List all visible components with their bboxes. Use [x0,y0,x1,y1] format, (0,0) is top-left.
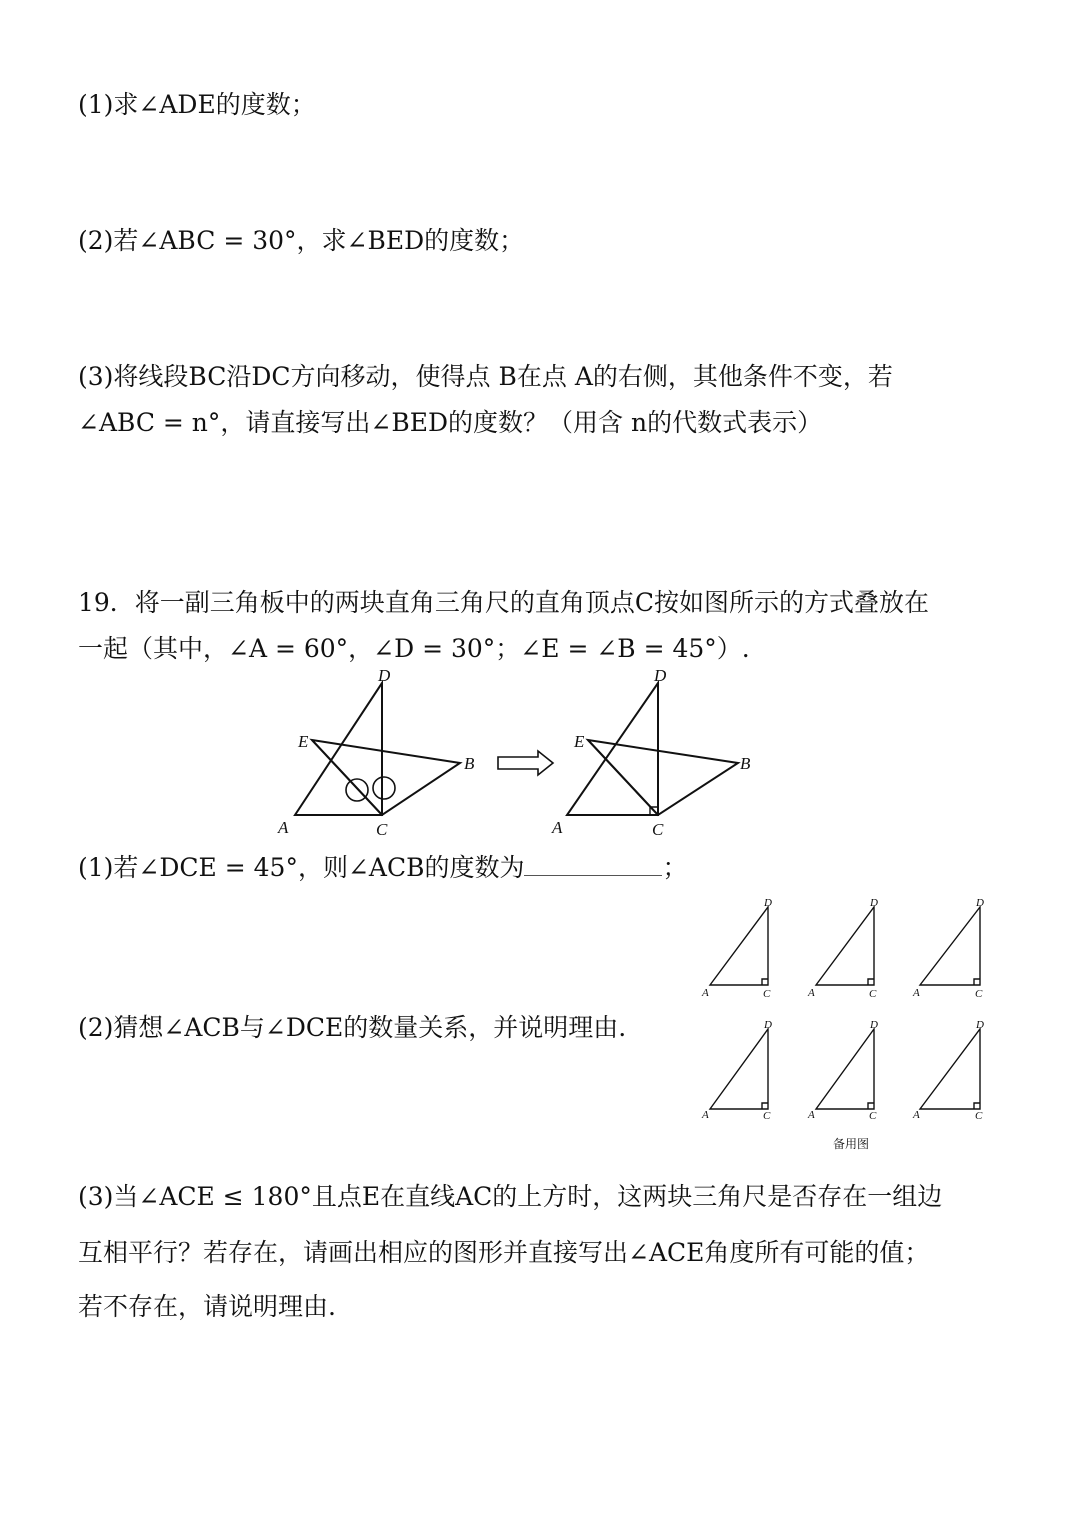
spare6-label-D: D [976,1019,984,1031]
q18-part3-line2 [78,406,822,440]
q19-part2-text: 猜想∠ACB与∠DCE的数量关系，并说明理由. [113,1013,627,1042]
fig1-label-E: E [298,732,309,751]
q19-part3-line2 [78,1236,929,1270]
spare1-label-A: A [702,987,709,999]
q18-part3-num: (3) [78,362,114,391]
q19-part3-line3 [78,1290,336,1324]
spare3-label-A: A [913,987,920,999]
q19-part1-num: (1) [78,853,114,882]
fig1-label-D: D [378,666,391,685]
fig2-label-A: A [552,818,563,837]
spare4-label-A: A [702,1109,709,1121]
q19-part1-text: 若∠DCE = 45°，则∠ACB的度数为 [113,853,525,882]
fig2-label-B: B [740,754,751,773]
fig1-label-A: A [278,818,289,837]
q19-intro-line1 [78,586,929,620]
spare4-label-D: D [764,1019,772,1031]
q19-intro-line2 [78,632,750,666]
q19-part1-end: ； [662,853,688,882]
spare1-label-D: D [764,897,772,909]
q19-main-figure [270,665,790,845]
q19-part2-num: (2) [78,1013,114,1042]
spare6-label-A: A [913,1109,920,1121]
spare3-label-D: D [976,897,984,909]
spare3-label-C: C [975,988,983,1000]
q18-part1-num: (1) [78,90,114,119]
q19-part3-text1: 当∠ACE ≤ 180°且点E在直线AC的上方时，这两块三角尺是否存在一组边 [113,1182,943,1211]
q19-part3-num: (3) [78,1182,114,1211]
q19-intro-text2: 一起（其中，∠A = 60°，∠D = 30°；∠E = ∠B = 45°）. [78,634,750,663]
spare2-label-D: D [870,897,878,909]
answer-blank[interactable] [524,849,662,876]
fig2-label-C: C [652,820,664,839]
spare-figures [698,895,998,1155]
q18-part3-text2: ∠ABC = n°，请直接写出∠BED的度数？（用含 n的代数式表示） [78,408,823,437]
spare5-label-D: D [870,1019,878,1031]
q18-part2-num: (2) [78,226,114,255]
spare5-label-C: C [869,1110,877,1122]
q19-part3-text3: 若不存在，请说明理由. [78,1292,336,1321]
q19-part2 [78,1011,626,1045]
spare5-label-A: A [808,1109,815,1121]
spare6-label-C: C [975,1110,983,1122]
q18-part3-line1 [78,360,893,394]
spare-figures-caption: 备用图 [833,1137,870,1151]
spare4-label-C: C [763,1110,771,1122]
fig1-label-C: C [376,820,388,839]
fig2-label-D: D [654,666,667,685]
q19-part3-text2: 互相平行？若存在，请画出相应的图形并直接写出∠ACE角度所有可能的值； [78,1238,930,1267]
fig2-label-E: E [574,732,585,751]
q19-part1 [78,849,687,885]
q18-part1 [78,88,316,122]
q19-intro-text1: 19．将一副三角板中的两块直角三角尺的直角顶点C按如图所示的方式叠放在 [78,588,929,617]
spare2-label-C: C [869,988,877,1000]
q18-part2 [78,224,524,258]
q18-part3-text1: 将线段BC沿DC方向移动，使得点 B在点 A的右侧，其他条件不变，若 [113,362,893,391]
spare2-label-A: A [808,987,815,999]
q18-part1-text: 求∠ADE的度数； [113,90,316,119]
fig1-label-B: B [464,754,475,773]
q19-part3-line1 [78,1180,942,1214]
spare1-label-C: C [763,988,771,1000]
q18-part2-text: 若∠ABC = 30°，求∠BED的度数； [113,226,525,255]
